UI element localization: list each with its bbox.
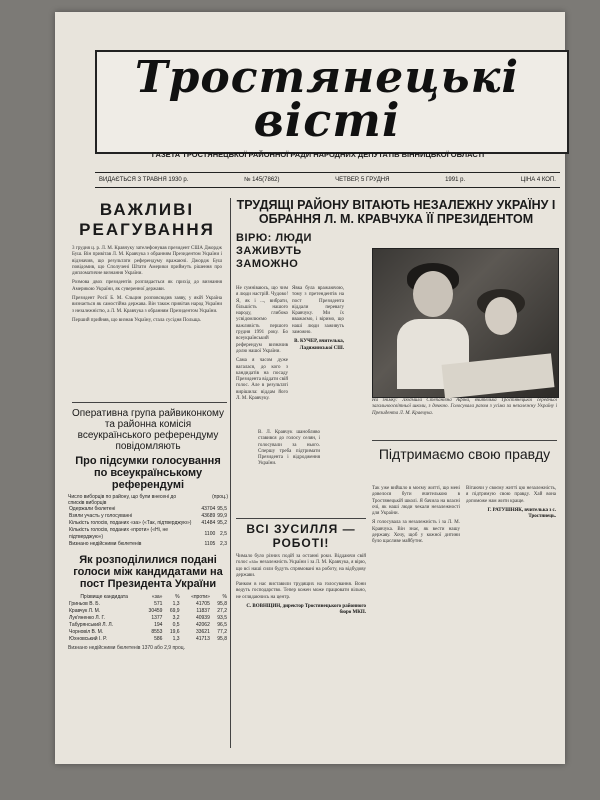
article-subheading: Про підсумки голосування по всеукраїнському референдумі: [75, 455, 221, 491]
candidate-row: [68, 629, 228, 636]
candidate-name: Лук'яненко Л. Г.: [69, 615, 105, 621]
founded-date: ВИДАЄТЬСЯ З ТРАВНЯ 1930 р.: [99, 177, 189, 183]
article-signature: В. КУЧЕР, вчителька, Ладижинської СШ.: [294, 339, 344, 351]
candidates-header-cell: %: [175, 594, 180, 600]
candidate-row: [68, 636, 228, 643]
article-column-3: [258, 430, 320, 471]
candidate-name: Юхновський І. Р.: [69, 636, 107, 642]
article-support-truth: [372, 446, 557, 462]
article-subheading: ВІРЮ: ЛЮДИ ЗАЖИВУТЬ ЗАМОЖНО: [236, 232, 312, 270]
candidate-name: Табурянський Л. Л.: [69, 622, 113, 628]
stats-row: [68, 541, 228, 548]
column-divider: [230, 198, 231, 748]
masthead-subtitle: ГАЗЕТА ТРОСТЯНЕЦЬКОЇ РАЙОННОЇ РАДИ НАРОДНИХ ДЕПУТАТІВ ВІННИЦЬКОЇ ОБЛАСТІ: [151, 150, 485, 159]
article-subheading: Як розподілилися подані голоси між кандидатами на пост Президента України: [73, 554, 223, 590]
article-paragraph: Президент Росії Б. М. Єльцин розповсюдив заяву, у якій Україна визнається як самостійна держава. Він також привітав народ України з незалежністю, а Л. М. Кравчука з обранням Президентом України.: [72, 296, 222, 314]
candidate-value: 93,5: [217, 615, 227, 621]
candidates-header-row: [68, 594, 228, 601]
stats-cell-pct: 99,9: [217, 513, 227, 519]
article-signature: Г. РАТУШНЯК, вчителька з с. Тростянець.: [487, 507, 556, 520]
candidates-header-cell: Прізвище кандидата: [80, 594, 128, 600]
masthead-title-line1: Тростянецькі: [134, 52, 520, 103]
candidate-value: 1,3: [172, 601, 180, 607]
stats-row: [68, 506, 228, 513]
candidate-value: 96,5: [217, 622, 227, 628]
candidates-table: [68, 594, 228, 643]
article-column-right: [466, 486, 556, 523]
candidate-value: 0,5: [172, 622, 180, 628]
stats-cell-value: 43704: [201, 506, 216, 512]
stats-cell-pct: 2,5: [220, 530, 227, 537]
article-column-1: [236, 286, 288, 405]
article-important-reactions: [72, 200, 222, 327]
candidate-row: [68, 601, 228, 608]
issue-info-bar: [95, 172, 560, 188]
article-column-left: [372, 486, 460, 549]
candidates-header-cell: «проти»: [191, 594, 210, 600]
candidate-value: 3,2: [172, 615, 180, 621]
candidate-value: 1,3: [172, 636, 180, 642]
masthead-title-line2: вісті: [253, 93, 401, 147]
article-heading: Оперативна група райвиконкому та районна комісія всеукраїнського референдуму повідомляють: [71, 408, 225, 452]
article-paragraph: В. Л. Кравчук шанобливо ставився до голосу селян, і голосували за нього. Спершу треба підтримати Президента і відродження України.: [258, 430, 320, 467]
stats-cell-value: 43689: [201, 513, 216, 519]
issue-price: ЦІНА 4 КОП.: [520, 177, 556, 183]
candidate-row: [68, 615, 228, 622]
candidates-header-cell: «за»: [151, 594, 163, 600]
article-paragraph: Явка була вражаючою, тому з претендентів на пост Президента віддали перевагу Кравчуку. Ми їх вважаємо, і віримо, що наші люди заживуть заможно.: [292, 286, 344, 336]
photo-caption-block: [372, 398, 557, 420]
candidate-value: 8553: [151, 629, 163, 635]
candidate-value: 41705: [195, 601, 210, 607]
candidate-value: 571: [154, 601, 163, 607]
article-paragraph: 3 грудня ц. р. Л. М. Кравчуку зателефонував президент США Джордж Буш. Він привітав Л. М. Кравчука з обранням Президентом України і відзначив, що результати референдуму вражаючі. Джордж Буш повідомив, що Сполучені Штати Америки приймуть рішення про дипломатичне визнання України.: [72, 246, 222, 277]
article-heading: ВСІ ЗУСИЛЛЯ — РОБОТІ!: [246, 522, 356, 550]
stats-cell-pct: 95,5: [217, 506, 227, 512]
results-footer: Визнано недійсними бюлетенів 1370 або 2,9 проц.: [68, 645, 185, 651]
candidate-value: 69,9: [169, 608, 180, 614]
candidate-value: 40939: [195, 615, 210, 621]
stats-cell-label: Визнано недійсними бюлетенів: [69, 541, 142, 547]
article-paragraph: Чимало було різних подій за останні роки. Віддаючи свій голос «за» незалежність України і за Л. М. Кравчука, я вірю, що всі наші сили будуть спрямовані на роботу, на відбудову держави.: [236, 554, 366, 578]
article-paragraph: Перший прийняв, що визнав Україну, стала сусідня Польща.: [72, 317, 201, 323]
stats-header-label: Число виборців по району, що були внесені до списків виборців: [68, 494, 177, 506]
stats-cell-label: Одержали бюлетені: [69, 506, 116, 512]
candidate-value: 30459: [148, 608, 163, 614]
stats-cell-label: Кількість голосів, поданих «за» («Так, підтверджую»): [69, 520, 192, 526]
stats-cell-value: 41484: [201, 520, 216, 526]
article-signature: С. ВОВНЩИН, директор Тростянецького районного бюро МКП.: [246, 604, 366, 616]
article-heading: Підтримаємо свою правду: [378, 446, 551, 462]
candidate-value: 95,8: [217, 601, 227, 607]
divider: [72, 402, 227, 403]
referendum-stats-table: [68, 506, 228, 548]
candidate-name: Чорновіл В. М.: [69, 629, 104, 635]
candidate-name: Гриньов В. Б.: [69, 601, 100, 607]
article-paragraph: Сама я часом дуже вагалася, до кого з кандидатів на посаду Президента віддати свій голос. Але в результаті вирішила: віддам його Л. М. Кравчуку.: [236, 358, 288, 402]
article-paragraph: Розмова двох президентів розглядається як прихід до визнання Америкою України, як суверенної держави.: [72, 280, 222, 292]
candidate-value: 33621: [195, 629, 210, 635]
stats-cell-value: 1105: [204, 541, 216, 547]
article-paragraph: Я голосувала за незалежність і за Л. М. Кравчука. Він знає, як вести нашу державу. Хочу, щоб у кожної дитини було щасливе майбутнє.: [372, 520, 460, 545]
article-subheading-block: [236, 232, 316, 271]
candidates-header-cell: %: [222, 594, 227, 600]
candidate-value: 194: [154, 622, 163, 628]
candidate-value: 77,2: [217, 629, 227, 635]
issue-number: № 145(7862): [244, 177, 280, 183]
article-congratulations: [236, 198, 556, 226]
photo-caption: На знімку: Людмила Степанівна Афіна, вчителька Тростянецької середньої загальноосвітньої школи, з дочкою. Голосувала разом з усіма за незалежну Україну і Президента Л. М. Кравчука.: [372, 398, 557, 416]
issue-year: 1991 р.: [445, 177, 466, 183]
candidate-value: 19,6: [169, 629, 180, 635]
stats-cell-label: Кількість голосів, поданих «проти» («Ні, не підтверджую»): [69, 527, 169, 540]
article-paragraph: Так уже вийшло в моєму житті, що мені довелося бути вчителькою в Тростянецькій школі. Я бачила на власні очі, як наші люди чекали незалежності для України.: [372, 486, 460, 517]
article-heading: ВАЖЛИВІ РЕАГУВАННЯ: [79, 200, 215, 239]
candidate-value: 11837: [196, 608, 210, 614]
divider: [372, 440, 557, 441]
divider: [236, 518, 366, 519]
stats-row: [68, 527, 228, 541]
candidate-value: 42062: [195, 622, 210, 628]
stats-row: [68, 513, 228, 520]
candidate-value: 95,8: [217, 636, 227, 642]
candidate-value: 586: [154, 636, 163, 642]
stats-cell-pct: 2,3: [220, 541, 227, 547]
article-paragraph: Вітаючи у своєму житті цю незалежність, я підтримую свою правду. Хай вона допоможе нам жити краще.: [466, 486, 556, 504]
stats-cell-label: Взяли участь у голосуванні: [69, 513, 133, 519]
candidate-value: 41713: [195, 636, 210, 642]
photo-teacher-and-daughter: [372, 248, 559, 398]
candidate-value: 27,2: [217, 608, 227, 614]
stats-cell-pct: 95,2: [217, 520, 227, 526]
stats-header-unit: (проц.): [212, 494, 228, 500]
masthead-box: [95, 50, 569, 154]
issue-date: ЧЕТВЕР, 5 ГРУДНЯ: [335, 177, 390, 183]
article-paragraph: Не сумніваюсь, що чим я люди настрій. Чудово! Я, як і ..., вибрати, більшість нашого народу, глибоко усвідомлюємо важливість першого грудня 1991 року. Бо всеукраїнський референдум визначив долю нашої України.: [236, 286, 288, 354]
stats-cell-value: 1100: [204, 530, 216, 537]
article-heading: ТРУДЯЩІ РАЙОНУ ВІТАЮТЬ НЕЗАЛЕЖНУ УКРАЇНУ І ОБРАННЯ Л. М. КРАВЧУКА ЇЇ ПРЕЗИДЕНТОМ: [236, 198, 556, 226]
candidate-name: Кравчук Л. М.: [69, 608, 101, 614]
stats-row: [68, 520, 228, 527]
article-column-2: [292, 286, 344, 355]
article-paragraph: Ранком в нас виставили трудящих на голосування. Вони ведуть господарство. Тепер кожен може працювати вільно, не оглядаючись на центр.: [236, 582, 366, 600]
candidate-row: [68, 608, 228, 615]
candidate-row: [68, 622, 228, 629]
candidate-value: 1377: [151, 615, 163, 621]
article-referendum-results: [68, 408, 228, 654]
article-all-efforts: [236, 522, 366, 620]
